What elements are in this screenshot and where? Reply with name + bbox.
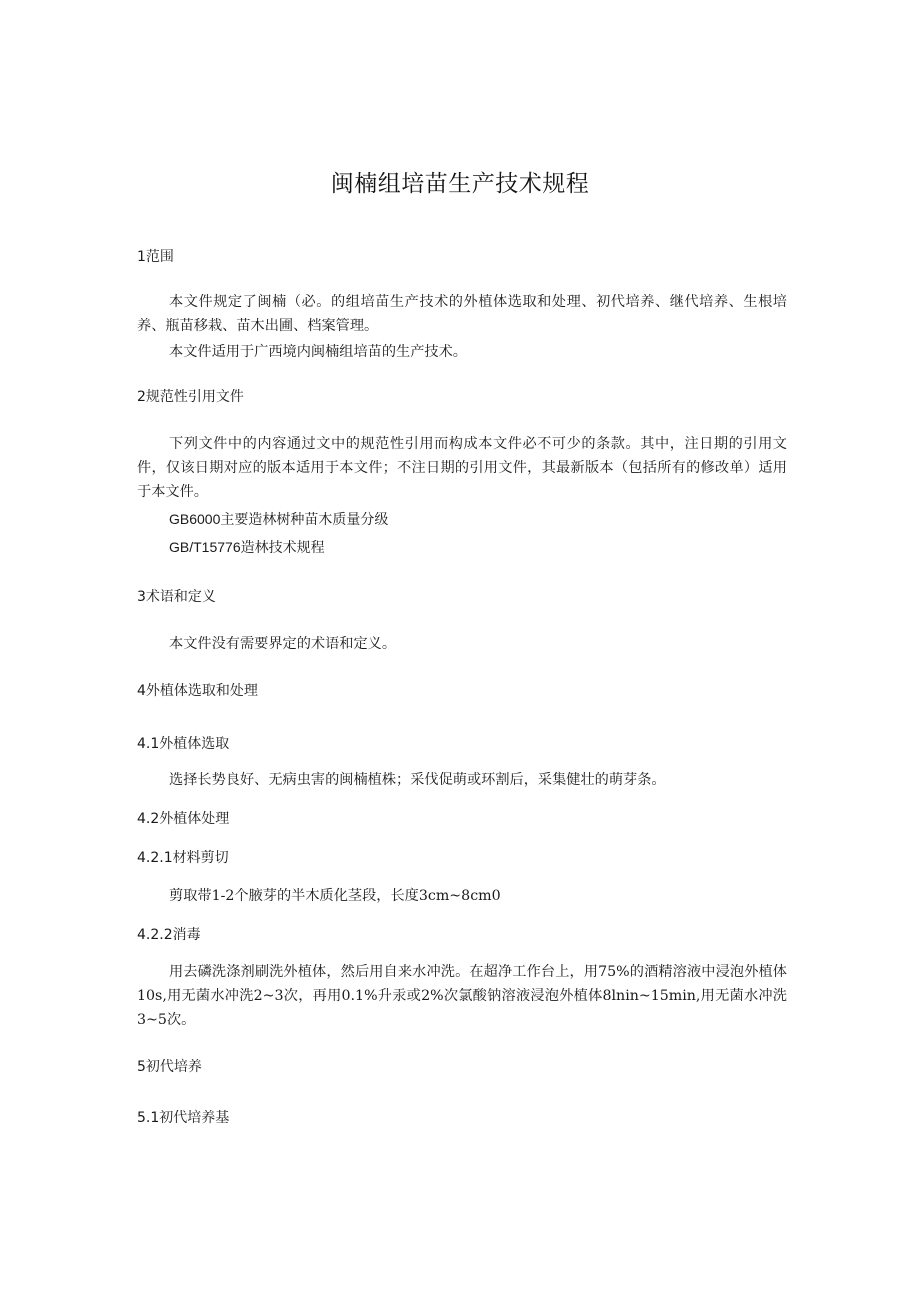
subsection-heading-4-1: 4.1外植体选取 [137,736,230,752]
reference-item-gb6000 [169,509,388,530]
section-heading-5: 5初代培养 [137,1059,202,1075]
paragraph-explant-selection: 选择长势良好、无病虫害的闽楠植株；采伐促萌或环割后，采集健壮的萌芽条。 [169,772,666,788]
section-heading-2: 2规范性引用文件 [137,389,244,405]
subsection-heading-4-2-2: 4.2.2消毒 [137,927,201,943]
paragraph-references: 下列文件中的内容通过文中的规范性引用而构成本文件必不可少的条款。其中，注日期的引用文件，仅该日期对应的版本适用于本文件；不注日期的引用文件，其最新版本（包括所有的修改单）适用于本文件。 [137,436,787,500]
subsection-heading-4-2: 4.2外植体处理 [137,811,230,827]
paragraph-scope-2: 本文件适用于广西境内闽楠组培苗的生产技术。 [169,344,467,360]
subsection-heading-4-2-1: 4.2.1材料剪切 [137,850,229,866]
reference-name: 主要造林树种苗木质量分级 [220,512,389,528]
paragraph-scope-1: 本文件规定了闽楠（必。的组培苗生产技术的外植体选取和处理、初代培养、继代培养、生根培养、瓶苗移栽、苗木出圃、档案管理。 [137,294,787,334]
section-heading-4: 4外植体选取和处理 [137,683,258,699]
section-heading-3: 3术语和定义 [137,589,216,605]
reference-code: GB/T15776 [169,539,241,555]
subsection-heading-5-1: 5.1初代培养基 [137,1110,230,1126]
paragraph-terms: 本文件没有需要界定的术语和定义。 [169,636,397,652]
reference-code: GB6000 [169,511,221,527]
section-heading-1: 1范围 [137,249,174,265]
document-title: 闽楠组培苗生产技术规程 [330,171,590,197]
paragraph-disinfection: 用去磷洗涤剂刷洗外植体，然后用自来水冲洗。在超净工作台上，用75%的酒精溶液中浸泡外植体10s,用无菌水冲洗2~3次，再用0.1%升汞或2%次氯酸钠溶液浸泡外植体8lnin~15min,用无菌水冲洗3~5次。 [137,964,787,1028]
reference-item-gbt15776 [169,537,325,558]
paragraph-material-cutting: 剪取带1-2个腋芽的半木质化茎段，长度3cm~8cm0 [169,888,501,904]
reference-name: 造林技术规程 [240,540,325,556]
